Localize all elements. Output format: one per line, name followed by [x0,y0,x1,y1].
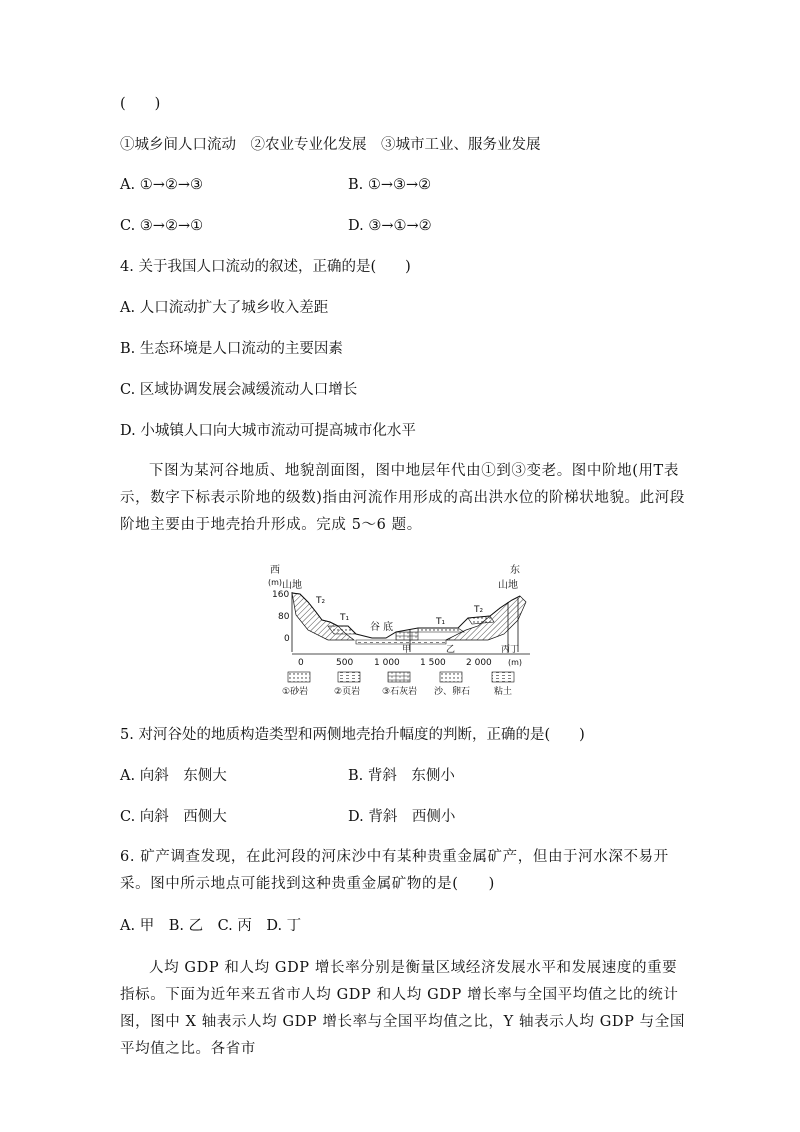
label-bing-ding: 丙丁 [501,645,520,655]
x-tick-2000: 2 000 [466,658,492,668]
x-tick-0: 0 [298,658,304,668]
label-t1-east: T₁ [436,617,446,627]
q5-option-b: B. 背斜 东侧小 [348,768,455,784]
legend-swatch-sandstone [288,672,310,682]
intro-paragraph-5-6: 下图为某河谷地质、地貌剖面图，图中地层年代由①到③变老。图中阶地(用T表示，数字下标表示阶地的级数)指由河流作用形成的高出洪水位的阶梯状地貌。此河段阶地主要由于地壳抬升形成。完成 5～6 题。 [120,463,685,533]
q6-stem: 6. 矿产调查发现，在此河段的河床沙中有某种贵重金属矿产，但由于河水深不易开采。图中所示地点可能找到这种贵重金属矿物的是( ) [120,849,669,892]
label-jia: 甲 [402,645,412,655]
q5-option-d: D. 背斜 西侧小 [348,809,456,825]
q6-options: A. 甲 B. 乙 C. 丙 D. 丁 [120,918,302,934]
q4-option-d: D. 小城镇人口向大城市流动可提高城市化水平 [120,423,416,439]
legend-shale: ②页岩 [334,687,361,697]
q4-option-b: B. 生态环境是人口流动的主要因素 [120,341,343,357]
label-t1-west: T₁ [340,613,350,623]
x-tick-500: 500 [336,658,354,668]
y-tick-0: 0 [284,634,290,644]
legend-limestone: ③石灰岩 [382,687,418,697]
legend-swatch-sand-gravel [440,672,462,682]
label-t2-east: T₂ [474,605,484,615]
q3-option-d: D. ③→①→② [348,218,432,234]
q3-option-b: B. ①→③→② [348,177,432,193]
q4-option-c: C. 区域协调发展会减缓流动人口增长 [120,382,358,398]
q3-option-a: A. ①→②→③ [120,177,203,193]
q4-option-a: A. 人口流动扩大了城乡收入差距 [120,300,329,316]
label-west: 西 [270,565,280,576]
intro-paragraph-gdp: 人均 GDP 和人均 GDP 增长率分别是衡量区域经济发展水平和发展速度的重要指标。下面为近年来五省市人均 GDP 和人均 GDP 增长率与全国平均值之比的统计图，图中 X 轴表示人均 GDP 增长率与全国平均值之比，Y 轴表示人均 GDP 与全国平均值之比。各省市 [120,960,685,1057]
q4-stem: 4. 关于我国人口流动的叙述，正确的是( ) [120,259,411,275]
label-valley-floor: 谷 底 [370,622,394,633]
x-tick-1000: 1 000 [374,658,400,668]
q5-option-a: A. 向斜 东侧大 [120,768,227,784]
legend-swatch-shale [338,672,360,682]
valley-cross-section-figure [268,560,538,705]
y-unit: (m) [268,578,283,587]
legend-sand-gravel: 沙、卵石 [434,687,471,697]
y-tick-80: 80 [278,612,290,622]
label-east: 东 [510,565,520,576]
q3-items: ①城乡间人口流动 ②农业专业化发展 ③城市工业、服务业发展 [120,137,541,153]
y-tick-160: 160 [272,590,290,600]
q3-answer-bracket: ( ) [120,96,161,112]
x-unit: (m) [508,658,523,667]
river-bed-deposit [396,632,418,640]
x-tick-1500: 1 500 [420,658,446,668]
label-t2-west: T₂ [316,596,326,606]
valley-floor [356,640,446,644]
terrace-east-t1 [418,628,464,632]
q5-stem: 5. 对河谷处的地质构造类型和两侧地壳抬升幅度的判断，正确的是( ) [120,727,585,743]
label-east-mountain: 山地 [498,580,518,591]
q3-option-c: C. ③→②→① [120,218,204,234]
legend-swatch-clay [492,672,514,682]
label-yi: 乙 [446,645,456,655]
q5-option-c: C. 向斜 西侧大 [120,809,227,825]
legend-clay: 粘土 [494,687,513,697]
legend-swatch-limestone [388,672,410,682]
label-west-mountain: 山地 [282,580,302,591]
legend-sandstone: ①砂岩 [282,687,309,697]
